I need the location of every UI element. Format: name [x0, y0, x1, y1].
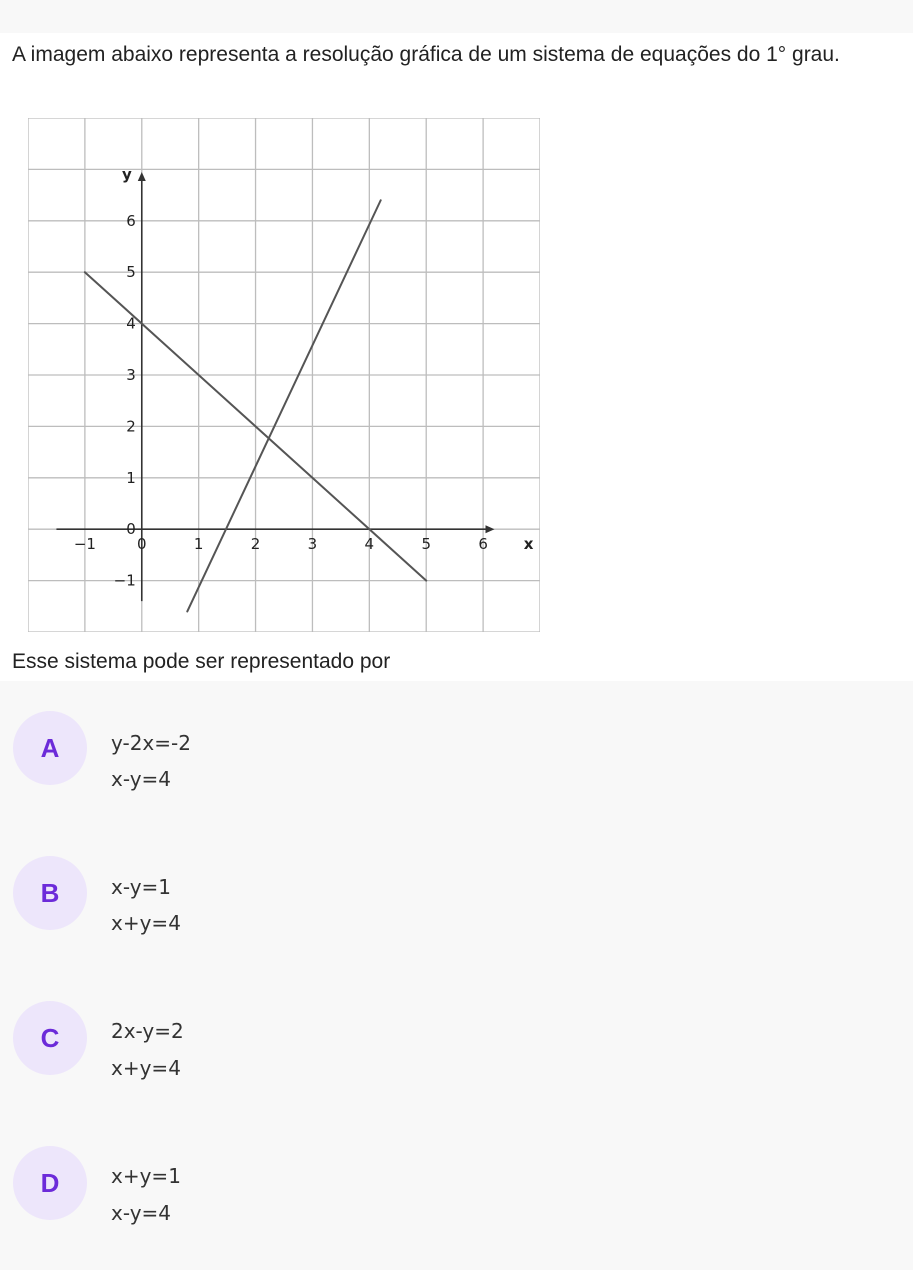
- x-tick-label: 4: [364, 535, 375, 554]
- option-letter: A: [13, 711, 87, 785]
- y-tick-label: 6: [126, 211, 136, 230]
- y-tick-label: −1: [113, 571, 136, 590]
- option-d[interactable]: [0, 1119, 913, 1265]
- question-statement: A imagem abaixo representa a resolução gráfica de um sistema de equações do 1° grau.: [12, 43, 840, 66]
- option-c[interactable]: [0, 973, 913, 1119]
- x-tick-label: 3: [307, 535, 318, 554]
- option-letter: C: [13, 1001, 87, 1075]
- y-tick-label: 3: [126, 366, 136, 384]
- option-equation-1: 2x-y=2: [111, 1019, 184, 1043]
- y-tick-label: 2: [126, 417, 136, 436]
- y-axis-arrow-icon: [138, 172, 146, 181]
- x-axis-label: x: [523, 535, 534, 554]
- y-axis-label: y: [121, 165, 132, 184]
- x-tick-label: 6: [478, 535, 488, 554]
- y-tick-label: 0: [126, 520, 136, 539]
- x-tick-label: 5: [421, 535, 431, 554]
- option-letter: B: [13, 856, 87, 930]
- option-equation-1: y-2x=-2: [111, 731, 191, 755]
- graph-figure: [28, 118, 540, 632]
- option-b[interactable]: [0, 827, 913, 973]
- question-prompt: Esse sistema pode ser representado por: [12, 650, 391, 673]
- option-equation-2: x-y=4: [111, 1201, 172, 1225]
- option-equation-1: x-y=1: [111, 875, 172, 899]
- y-tick-label: 4: [126, 314, 136, 333]
- system-graph: [28, 118, 540, 632]
- series-line: [187, 200, 380, 611]
- x-tick-label: −1: [73, 535, 96, 554]
- option-equation-1: x+y=1: [111, 1164, 181, 1188]
- option-a[interactable]: [0, 681, 913, 827]
- x-tick-label: 1: [193, 535, 204, 554]
- option-letter: D: [13, 1146, 87, 1220]
- option-equation-2: x-y=4: [111, 767, 172, 791]
- y-tick-label: 1: [126, 468, 136, 487]
- x-tick-label: 2: [250, 535, 261, 554]
- x-tick-label: 0: [137, 535, 147, 554]
- option-equation-2: x+y=4: [111, 1056, 181, 1080]
- y-tick-label: 5: [126, 263, 136, 282]
- x-axis-arrow-icon: [485, 525, 494, 533]
- option-equation-2: x+y=4: [111, 911, 181, 935]
